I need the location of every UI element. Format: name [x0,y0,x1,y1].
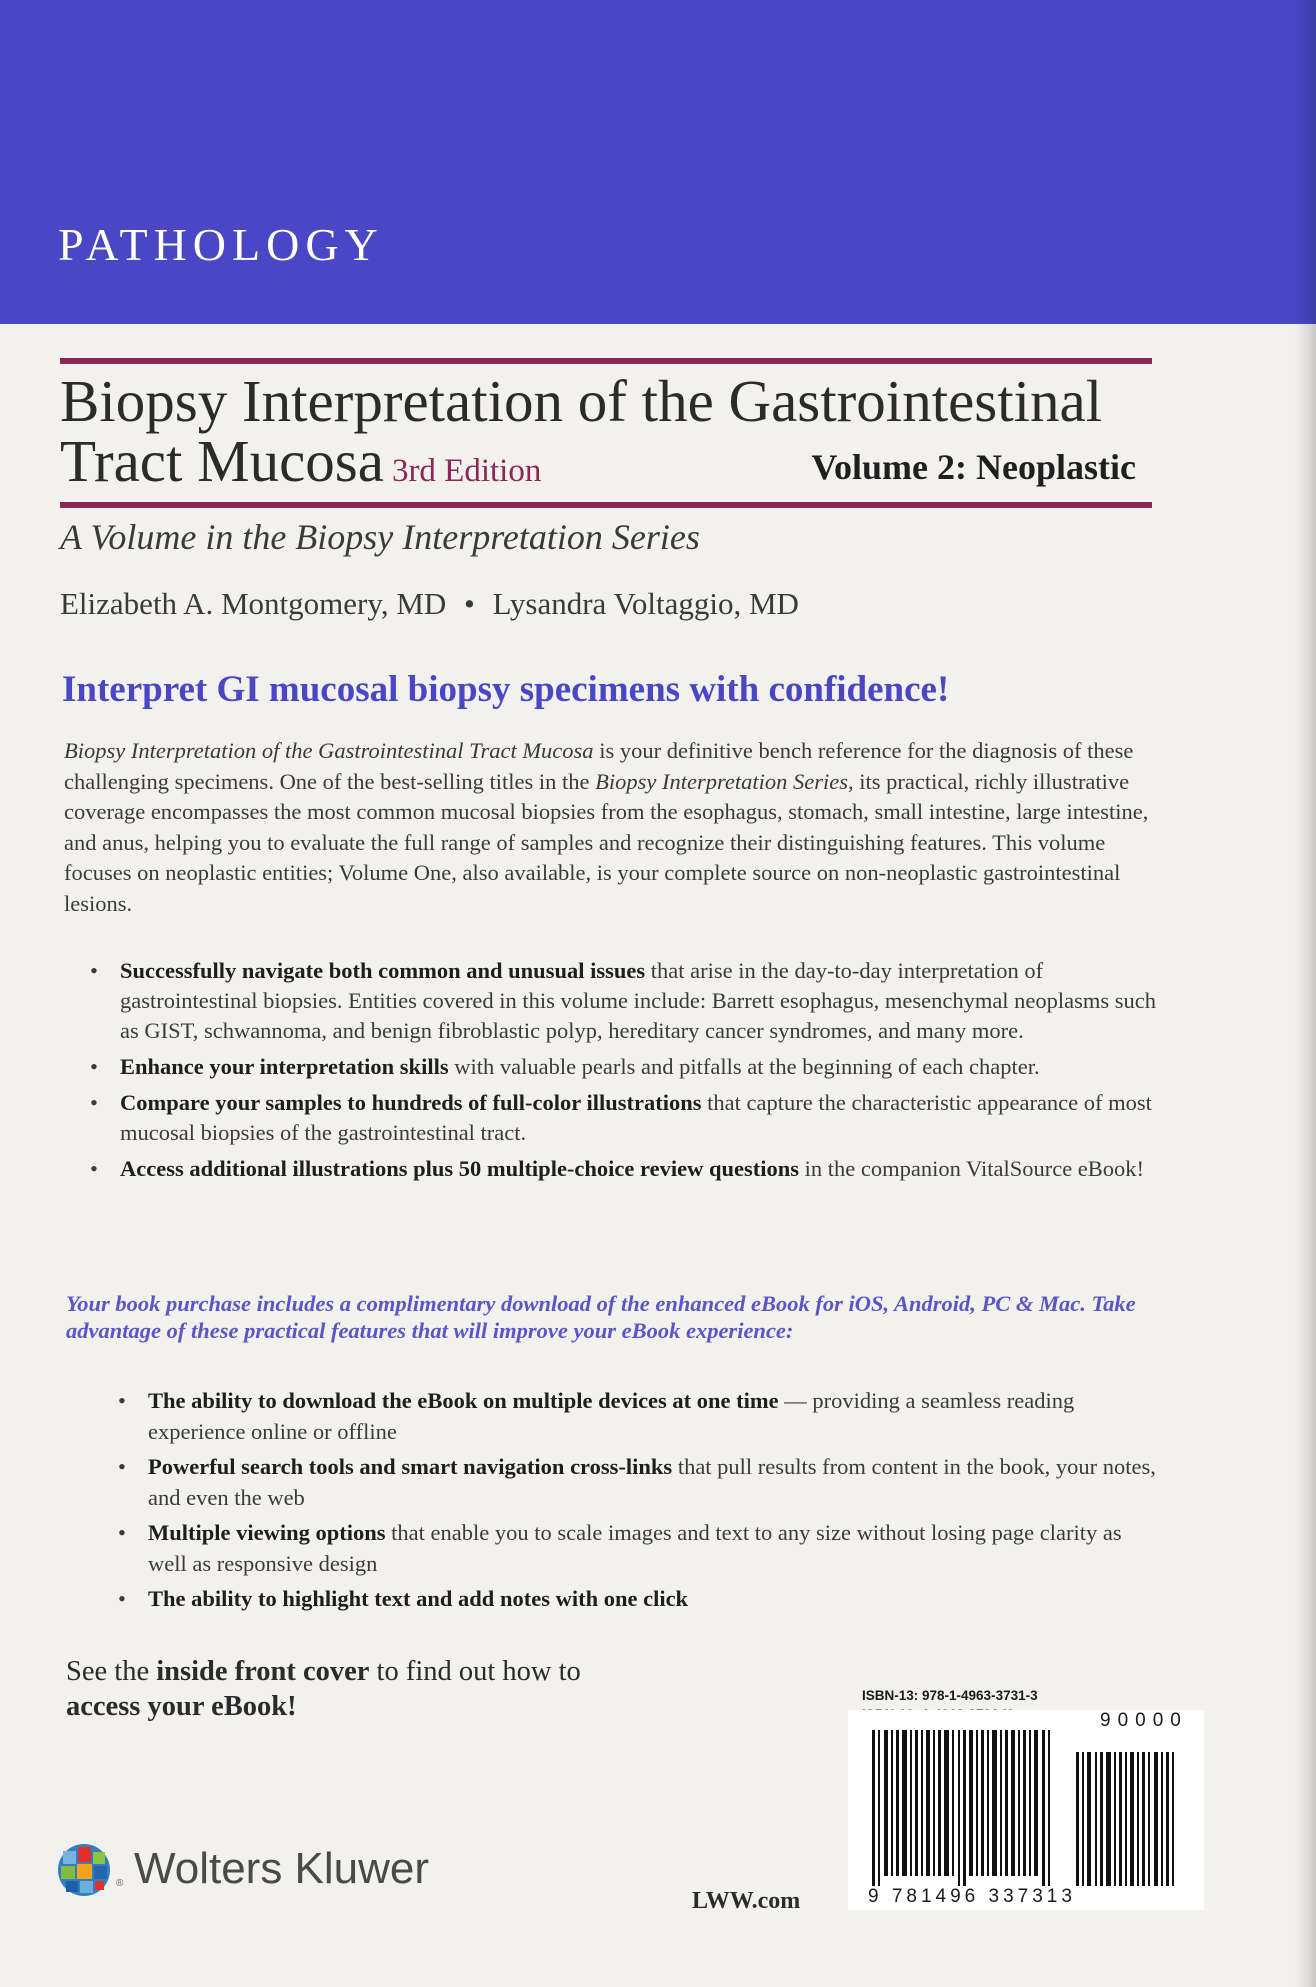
intro-paragraph [64,736,1174,919]
list-item-bold: Compare your samples to hundreds of full-color illustrations [120,1090,702,1115]
wolters-kluwer-globe-icon [56,1842,112,1898]
list-item [90,956,1170,1046]
book-title-line1: Biopsy Interpretation of the Gastrointestinal [60,368,1103,434]
ebook-offer: Your book purchase includes a complimentary download of the enhanced eBook for iOS, Android, PC & Mac. Take advantage of these practical features that will improve your eBook experience: [66,1291,1136,1343]
benefit-list [90,956,1170,1190]
publisher-name: Wolters Kluwer [134,1844,430,1893]
edition-label: 3rd Edition [391,453,542,489]
note-bold-2: access your eBook! [66,1691,297,1722]
spine-edge-shadow [1294,0,1316,1987]
isbn-13: ISBN-13: 978-1-4963-3731-3 [862,1688,1038,1703]
intro-text-2: its practical, richly illustrative coverage encompasses the most common mucosal biopsies from the esophagus, stomach, small intestine, large intestine, and anus, helping you to evaluate the full range of samples and recognize their distinguishing features. This volume focuses on neoplastic entities; Volume One, also available, is your complete source on non-neoplastic gastrointestinal lesions. [64,768,1149,916]
title-rule-bottom [60,502,1152,508]
header-band [0,0,1316,324]
bullet-icon: • [118,1388,126,1413]
barcode-bars [858,1730,1198,1886]
list-item [118,1517,1158,1579]
list-item-bold: Successfully navigate both common and unusual issues [120,958,646,983]
bullet-icon: • [118,1586,126,1611]
volume-label: Volume 2: Neoplastic [811,447,1136,487]
publisher-logo [56,1838,446,1900]
category-label: PATHOLOGY [58,219,384,270]
bullet-icon: • [118,1454,126,1479]
title-rule-top [60,358,1152,364]
list-item-text: with valuable pearls and pitfalls at the beginning of each chapter. [448,1054,1040,1079]
bullet-icon: • [90,958,98,983]
list-item-bold: Powerful search tools and smart navigation cross-links [148,1454,673,1479]
book-title-line2 [60,428,542,494]
barcode-digits: 9 781496 337313 [868,1886,1076,1907]
intro-text-1: is your definitive bench reference for the diagnosis of these challenging specimens. One of the best-selling titles in the [64,738,1134,794]
bullet-icon: • [90,1054,98,1079]
list-item [118,1385,1158,1447]
list-item [90,1052,1170,1082]
list-item [90,1154,1170,1184]
author-separator: • [464,586,475,621]
bullet-icon: • [90,1090,98,1115]
list-item-bold: The ability to highlight text and add notes with one click [148,1586,689,1611]
list-item-text: that pull results from content in the book, your notes, and even the web [148,1454,1156,1510]
bullet-icon: • [118,1520,126,1545]
tagline: Interpret GI mucosal biopsy specimens with confidence! [62,669,950,710]
authors-line [60,586,799,622]
bullet-icon: • [90,1156,98,1181]
list-item-text: in the companion VitalSource eBook! [799,1156,1145,1181]
note-text-2: to find out how to [369,1656,581,1687]
ebook-feature-list [118,1385,1158,1618]
intro-title-italic: Biopsy Interpretation of the Gastrointestinal Tract Mucosa [64,738,594,763]
list-item-bold: Enhance your interpretation skills [120,1054,449,1079]
list-item-bold: Multiple viewing options [148,1520,386,1545]
list-item-text: — providing a seamless reading experience online or offline [148,1388,1075,1444]
book-title-line2-text: Tract Mucosa [60,428,384,494]
author-2: Lysandra Voltaggio, MD [492,586,799,621]
series-subtitle: A Volume in the Biopsy Interpretation Series [60,517,700,557]
list-item-bold: The ability to download the eBook on multiple devices at one time [148,1388,779,1413]
ebook-access-note [66,1654,626,1724]
note-bold-1: inside front cover [156,1656,370,1687]
list-item-bold: Access additional illustrations plus 50 multiple-choice review questions [120,1156,799,1181]
list-item-text: that enable you to scale images and text to any size without losing page clarity as well as responsive design [148,1520,1122,1576]
website-link: LWW.com [692,1888,801,1914]
list-item-text: that arise in the day-to-day interpretation of gastrointestinal biopsies. Entities covered in this volume include: Barrett esophagus, mesenchymal neoplasms such as GIST, schwannoma, and benign fibroblastic polyp, hereditary cancer syndromes, and many more. [120,958,1157,1043]
barcode [848,1710,1204,1910]
note-text-1: See the [66,1656,157,1687]
list-item [90,1088,1170,1148]
list-item [118,1583,1158,1614]
intro-series-italic: Biopsy Interpretation Series, [595,768,854,794]
registered-mark: ® [116,1878,124,1889]
barcode-supplement: 90000 [1100,1710,1188,1731]
author-1: Elizabeth A. Montgomery, MD [60,586,447,621]
list-item [118,1451,1158,1513]
list-item-text: that capture the characteristic appearance of most mucosal biopsies of the gastrointestinal tract. [120,1090,1152,1145]
